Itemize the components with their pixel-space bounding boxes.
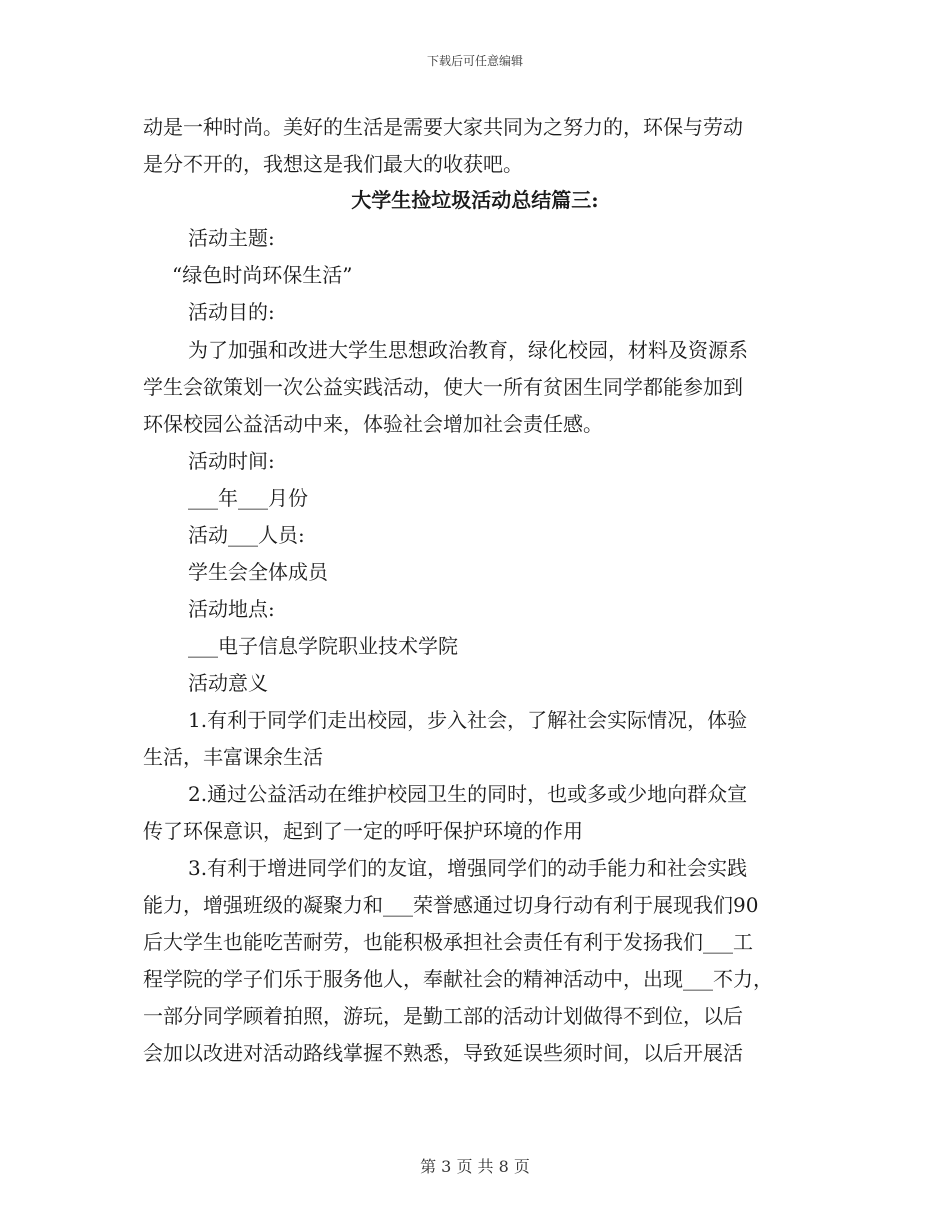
list-item-line: 会加以改进对活动路线掌握不熟悉，导致延误些须时间，以后开展活 [143, 1041, 743, 1065]
list-item-line: 2.通过公益活动在维护校园卫生的同时，也或多或少地向群众宣 [188, 782, 748, 806]
page-footer: 第 3 页 共 8 页 [420, 1157, 530, 1176]
list-item-line: 1.有利于同学们走出校园，步入社会，了解社会实际情况，体验 [188, 708, 748, 732]
purpose-line: 环保校园公益活动中来，体验社会增加社会责任感。 [143, 412, 603, 436]
theme-value: “绿色时尚环保生活” [172, 263, 353, 287]
header-note: 下载后可任意编辑 [426, 54, 523, 68]
purpose-line: 为了加强和改进大学生思想政治教育，绿化校园，材料及资源系 [188, 338, 748, 362]
list-item-line: 程学院的学子们乐于服务他人，奉献社会的精神活动中，出现___不力， [143, 967, 773, 991]
location-label: 活动地点: [188, 597, 275, 621]
time-label: 活动时间: [188, 449, 275, 473]
list-item-line: 后大学生也能吃苦耐劳，也能积极承担社会责任有利于发扬我们___工 [143, 930, 753, 954]
section-title: 大学生捡垃圾活动总结篇三: [351, 188, 599, 212]
paragraph-line: 动是一种时尚。美好的生活是需要大家共同为之努力的，环保与劳动 [143, 115, 743, 139]
purpose-label: 活动目的: [188, 300, 275, 324]
theme-label: 活动主题: [188, 226, 275, 250]
time-value: ___年___月份 [188, 486, 308, 510]
list-item-line: 能力，增强班级的凝聚力和___荣誉感通过切身行动有利于展现我们90 [143, 893, 759, 917]
list-item-line: 一部分同学顾着拍照，游玩，是勤工部的活动计划做得不到位，以后 [143, 1004, 743, 1028]
list-item-line: 生活，丰富课余生活 [143, 745, 323, 769]
list-item-line: 3.有利于增进同学们的友谊，增强同学们的动手能力和社会实践 [188, 856, 748, 880]
list-item-line: 传了环保意识，起到了一定的呼吁保护环境的作用 [143, 819, 583, 843]
meaning-label: 活动意义 [188, 671, 268, 695]
paragraph-line: 是分不开的，我想这是我们最大的收获吧。 [143, 152, 523, 176]
purpose-line: 学生会欲策划一次公益实践活动，使大一所有贫困生同学都能参加到 [143, 375, 743, 399]
location-value: ___电子信息学院职业技术学院 [188, 634, 458, 658]
people-value: 学生会全体成员 [188, 560, 328, 584]
people-label: 活动___人员: [188, 523, 305, 547]
